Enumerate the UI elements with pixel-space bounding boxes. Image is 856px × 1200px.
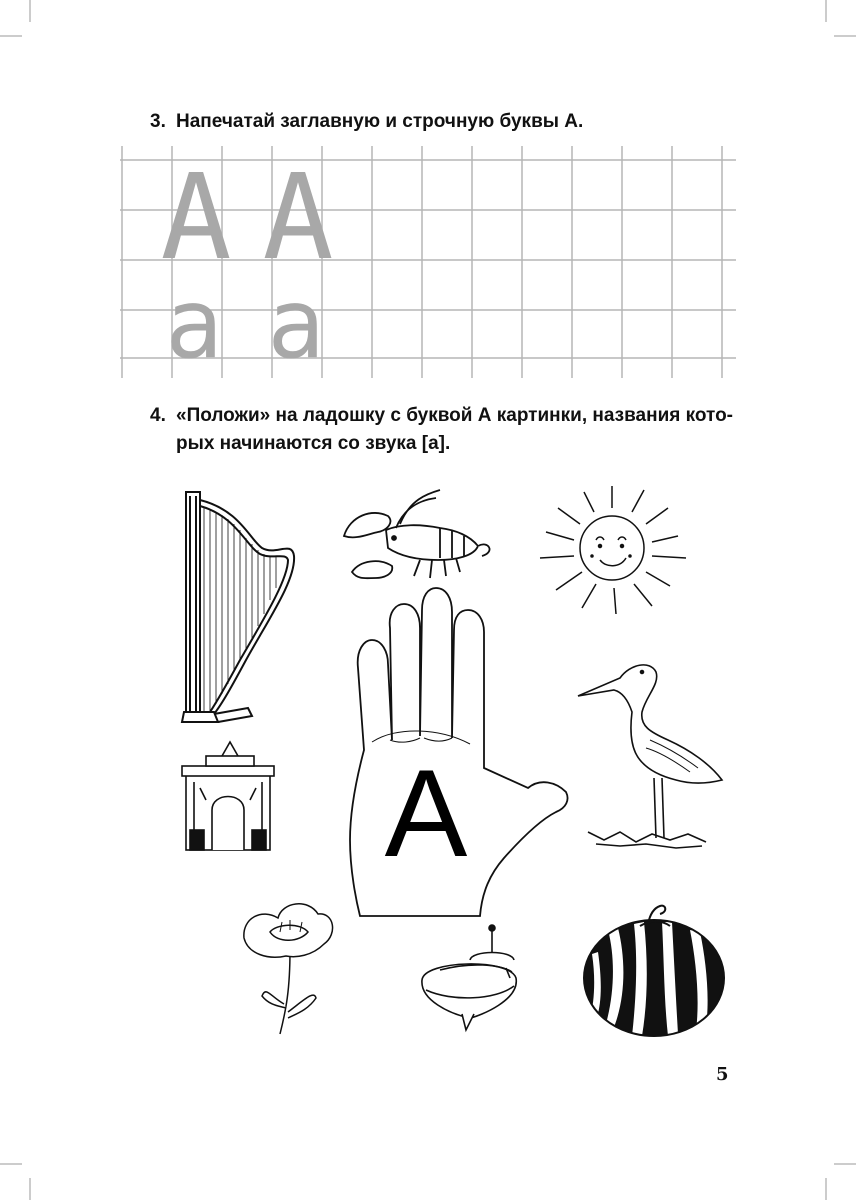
stork-icon[interactable]: [578, 665, 722, 848]
lowercase-guide-letter: а: [165, 268, 223, 380]
task-number: 4.: [150, 405, 166, 426]
page-number: 5: [716, 1064, 729, 1085]
palm-letter: А: [384, 745, 468, 883]
arch-icon[interactable]: [182, 742, 274, 850]
task-number: 3.: [150, 111, 166, 132]
sun-icon[interactable]: [540, 486, 686, 614]
uppercase-guide-letter: А: [262, 148, 334, 286]
spinning-top-icon[interactable]: [422, 925, 516, 1030]
poppy-icon[interactable]: [244, 904, 333, 1034]
task-text-line-1: «Положи» на ладошку с буквой А картинки, названия кото-: [176, 405, 734, 426]
crayfish-icon[interactable]: [344, 490, 490, 578]
lowercase-guide-letter: а: [267, 268, 325, 380]
task-text: Напечатай заглавную и строчную буквы А.: [176, 111, 584, 132]
task-text-line-2: рых начинаются со звука [а].: [176, 433, 451, 454]
watermelon-icon[interactable]: [584, 906, 724, 1036]
uppercase-guide-letter: А: [160, 148, 232, 286]
harp-icon[interactable]: [182, 492, 294, 722]
